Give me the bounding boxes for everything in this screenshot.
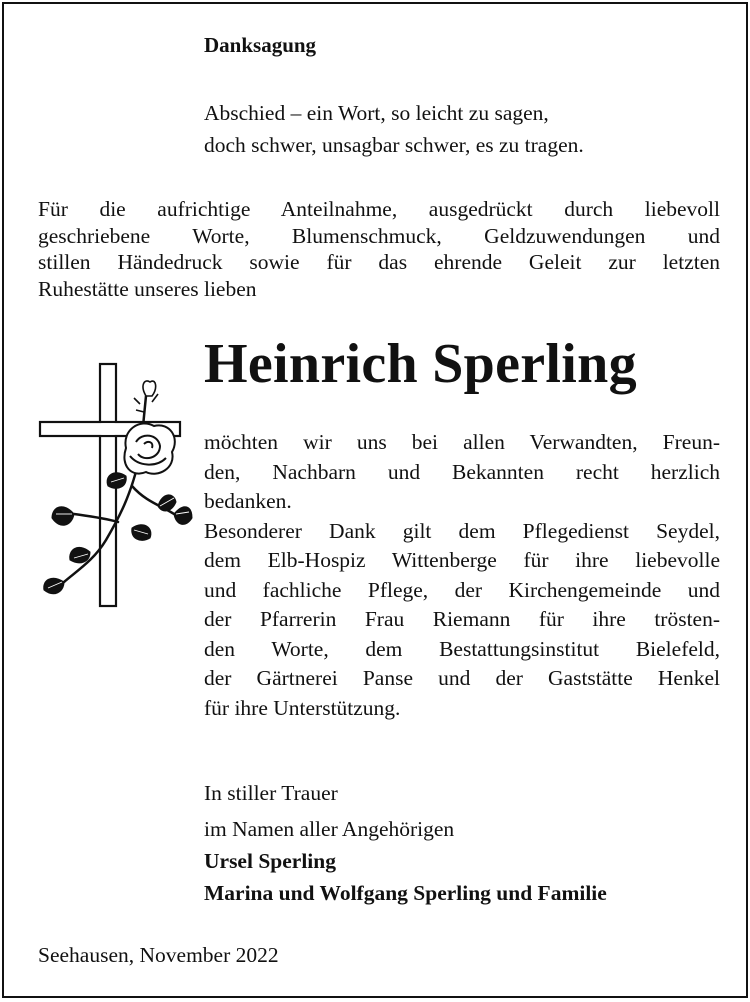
thanks-line: dem Elb-Hospiz Wittenberge für ihre liebevolle bbox=[204, 548, 720, 572]
thanks-line: bedanken. bbox=[204, 489, 292, 513]
thanks-line: der Pfarrerin Frau Riemann für ihre trösten- bbox=[204, 607, 720, 631]
thanks-line: der Gärtnerei Panse und der Gaststätte Henkel bbox=[204, 666, 720, 690]
thanks-line: Besonderer Dank gilt dem Pflegedienst Seydel, bbox=[204, 518, 720, 543]
intro-line: geschriebene Worte, Blumenschmuck, Geldzuwendungen und bbox=[38, 223, 720, 248]
signature-name: Marina und Wolfgang Sperling und Familie bbox=[204, 881, 607, 905]
intro-paragraph bbox=[38, 196, 720, 302]
thanks-line: und fachliche Pflege, der Kirchengemeinde und bbox=[204, 577, 720, 602]
thanks-line: möchten wir uns bei allen Verwandten, Freun- bbox=[204, 430, 720, 454]
closing-line: im Namen aller Angehörigen bbox=[204, 817, 455, 841]
thanks-line: den Worte, dem Bestattungsinstitut Bielefeld, bbox=[204, 636, 720, 661]
heading: Danksagung bbox=[204, 33, 317, 57]
intro-line: stillen Händedruck sowie für das ehrende Geleit zur letzten bbox=[38, 250, 720, 274]
intro-line: Ruhestätte unseres lieben bbox=[38, 276, 257, 301]
obituary-notice bbox=[2, 2, 748, 998]
thanks-paragraph bbox=[204, 428, 720, 723]
thanks-line: für ihre Unterstützung. bbox=[204, 695, 401, 720]
place-date: Seehausen, November 2022 bbox=[38, 943, 279, 967]
deceased-name: Heinrich Sperling bbox=[204, 333, 637, 395]
closing-line: In stiller Trauer bbox=[204, 781, 338, 805]
cross-with-rose-icon bbox=[34, 356, 194, 616]
signature-name: Ursel Sperling bbox=[204, 849, 336, 873]
poem-line: Abschied – ein Wort, so leicht zu sagen, bbox=[204, 101, 549, 125]
intro-line: Für die aufrichtige Anteilnahme, ausgedrückt durch liebevoll bbox=[38, 197, 720, 221]
thanks-line: den, Nachbarn und Bekannten recht herzlich bbox=[204, 459, 720, 484]
poem-line: doch schwer, unsagbar schwer, es zu tragen. bbox=[204, 133, 584, 157]
